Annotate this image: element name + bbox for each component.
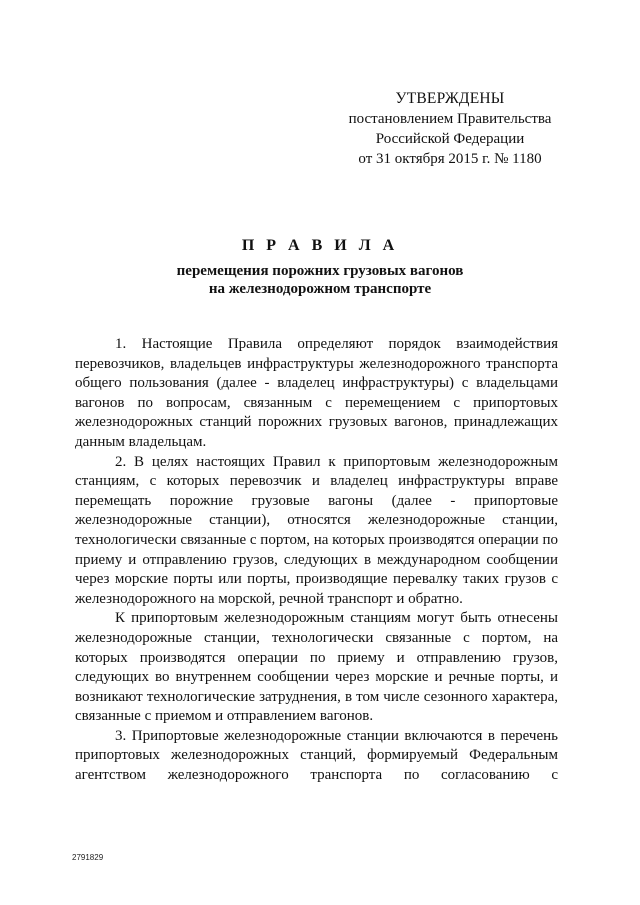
paragraph-2: 2. В целях настоящих Правил к припортовым железнодорожным станциям, с которых перевозчик и владелец инфраструктуры вправе перемещать порожние грузовые вагоны (далее - припортовые железнодорожные станции), относятся железнодорожные станции, технологически связанные с портом, на которых производятся операции по приему и отправлению грузов, следующих в международном сообщении через морские порты или порты, производящие перевалку таких грузов с железнодорожного на морской, речной транспорт и обратно. [75, 453, 558, 607]
document-number: 2791829 [72, 853, 104, 862]
document-subtitle [0, 262, 640, 298]
approval-title: УТВЕРЖДЕНЫ [395, 90, 505, 107]
document-subtitle-line-2: на железнодорожном транспорте [208, 281, 432, 297]
paragraph-1: 1. Настоящие Правила определяют порядок взаимодействия перевозчиков, владельцев инфраструктуры железнодорожного транспорта общего пользования (далее - владелец инфраструктуры) с владельцами вагонов по вопросам, связанным с перемещением с припортовых железнодорожных станций порожних грузовых вагонов, принадлежащих данным владельцам. [75, 336, 558, 450]
document-body [75, 335, 558, 786]
document-subtitle-line-1: перемещения порожних грузовых вагонов [176, 263, 464, 279]
paragraph-3: К припортовым железнодорожным станциям могут быть отнесены железнодорожные станции, технологически связанные с портом, на которых производятся операции по приему и отправлению грузов, следующих во внутреннем сообщении через морские и речные порты, и возникают технологические затруднения, в том числе сезонного характера, связанные с приемом и отправлением вагонов. [75, 610, 558, 725]
paragraph-4: 3. Припортовые железнодорожные станции включаются в перечень припортовых железнодорожных станций, формируемый Федеральным агентством железнодорожного транспорта по согласованию с [75, 727, 558, 784]
approval-line-3: от 31 октября 2015 г. № 1180 [358, 151, 542, 167]
approval-stamp [330, 89, 570, 169]
approval-line-2: Российской Федерации [375, 131, 525, 147]
approval-line-1: постановлением Правительства [348, 111, 552, 127]
document-title: П Р А В И Л А [241, 237, 399, 254]
